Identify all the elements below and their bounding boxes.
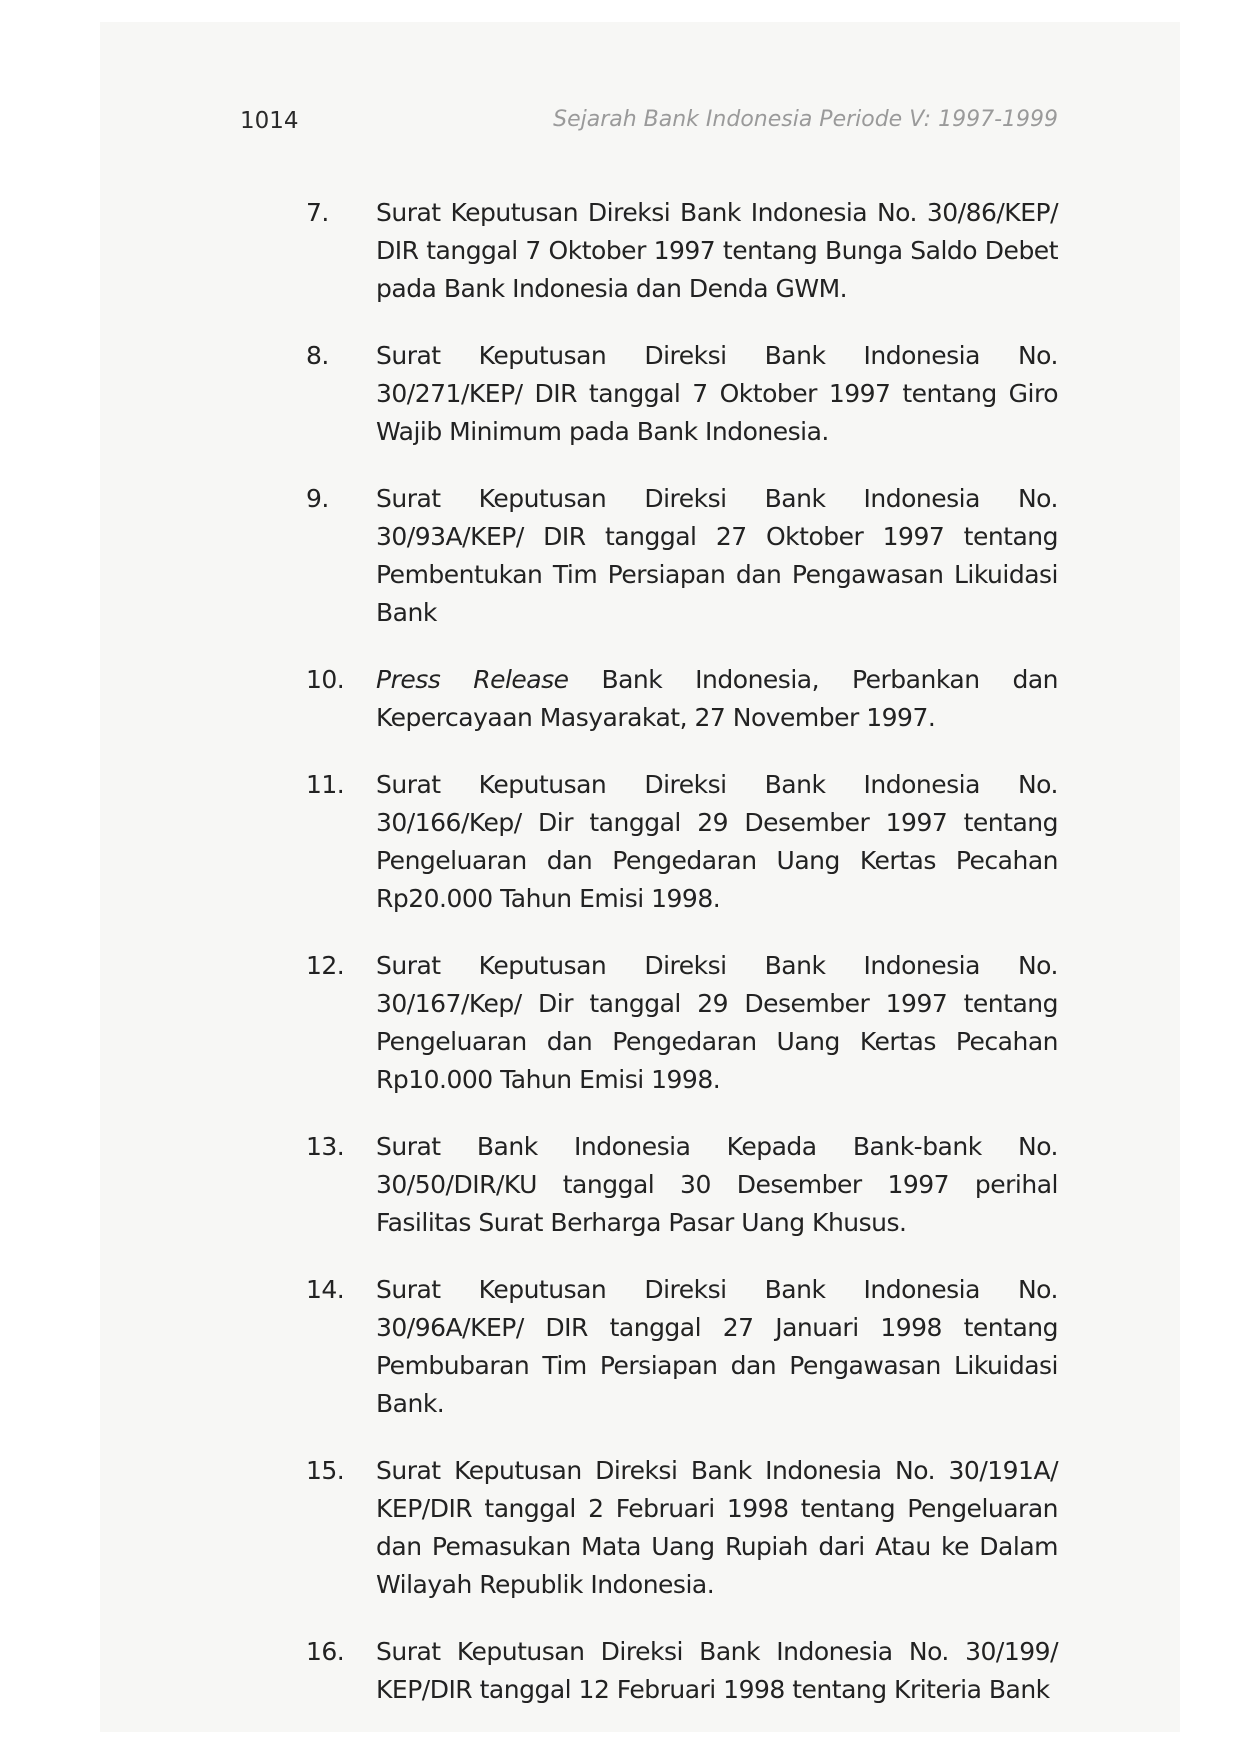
reference-text: Surat Keputusan Direksi Bank Indonesia No. 30/166/Kep/ Dir tanggal 29 Desember 1997 tentang Pengeluaran dan Pengedaran Uang Kertas Pecahan Rp20.000 Tahun Emisi 1998. — [376, 770, 1058, 913]
reference-item-7 — [306, 194, 1058, 308]
reference-item-9 — [306, 480, 1058, 632]
reference-item-15 — [306, 1452, 1058, 1604]
reference-text: Surat Keputusan Direksi Bank Indonesia No. 30/271/KEP/ DIR tanggal 7 Oktober 1997 tentang Giro Wajib Minimum pada Bank Indonesia. — [376, 341, 1058, 446]
reference-number: 11. — [306, 770, 345, 799]
reference-item-10 — [306, 661, 1058, 737]
reference-text: Surat Keputusan Direksi Bank Indonesia No. 30/86/KEP/ DIR tanggal 7 Oktober 1997 tentang Bunga Saldo Debet pada Bank Indonesia dan Denda GWM. — [376, 198, 1058, 303]
reference-item-16 — [306, 1633, 1058, 1709]
reference-number: 15. — [306, 1456, 345, 1485]
reference-number: 9. — [306, 484, 329, 513]
reference-number: 13. — [306, 1132, 345, 1161]
reference-text — [376, 661, 1058, 737]
reference-number: 16. — [306, 1637, 345, 1666]
reference-item-8 — [306, 337, 1058, 451]
reference-text: Surat Keputusan Direksi Bank Indonesia No. 30/93A/KEP/ DIR tanggal 27 Oktober 1997 tentang Pembentukan Tim Persiapan dan Pengawasan Likuidasi Bank — [376, 484, 1058, 627]
reference-text: Surat Keputusan Direksi Bank Indonesia No. 30/199/ KEP/DIR tanggal 12 Februari 1998 tentang Kriteria Bank — [376, 1637, 1058, 1704]
reference-text: Surat Keputusan Direksi Bank Indonesia No. 30/96A/KEP/ DIR tanggal 27 Januari 1998 tentang Pembubaran Tim Persiapan dan Pengawasan Likuidasi Bank. — [376, 1275, 1058, 1418]
reference-text: Surat Keputusan Direksi Bank Indonesia No. 30/191A/ KEP/DIR tanggal 2 Februari 1998 tentang Pengeluaran dan Pemasukan Mata Uang Rupiah dari Atau ke Dalam Wilayah Republik Indonesia. — [376, 1456, 1058, 1599]
reference-number: 8. — [306, 341, 329, 370]
reference-number: 12. — [306, 951, 345, 980]
reference-number: 10. — [306, 665, 345, 694]
reference-list — [306, 194, 1058, 1738]
reference-italic-term: Press Release — [376, 665, 569, 694]
reference-number: 14. — [306, 1275, 345, 1304]
page-number: 1014 — [240, 108, 299, 134]
reference-item-12 — [306, 947, 1058, 1099]
reference-item-13 — [306, 1128, 1058, 1242]
reference-item-14 — [306, 1271, 1058, 1423]
reference-text: Surat Keputusan Direksi Bank Indonesia No. 30/167/Kep/ Dir tanggal 29 Desember 1997 tentang Pengeluaran dan Pengedaran Uang Kertas Pecahan Rp10.000 Tahun Emisi 1998. — [376, 951, 1058, 1094]
running-title: Sejarah Bank Indonesia Periode V: 1997-1999 — [553, 107, 1058, 132]
reference-item-11 — [306, 766, 1058, 918]
reference-text-rest: Bank Indonesia, Perbankan dan Kepercayaan Masyarakat, 27 November 1997. — [376, 665, 1058, 732]
reference-text: Surat Bank Indonesia Kepada Bank-bank No. 30/50/DIR/KU tanggal 30 Desember 1997 perihal Fasilitas Surat Berharga Pasar Uang Khusus. — [376, 1132, 1058, 1237]
reference-number: 7. — [306, 198, 329, 227]
